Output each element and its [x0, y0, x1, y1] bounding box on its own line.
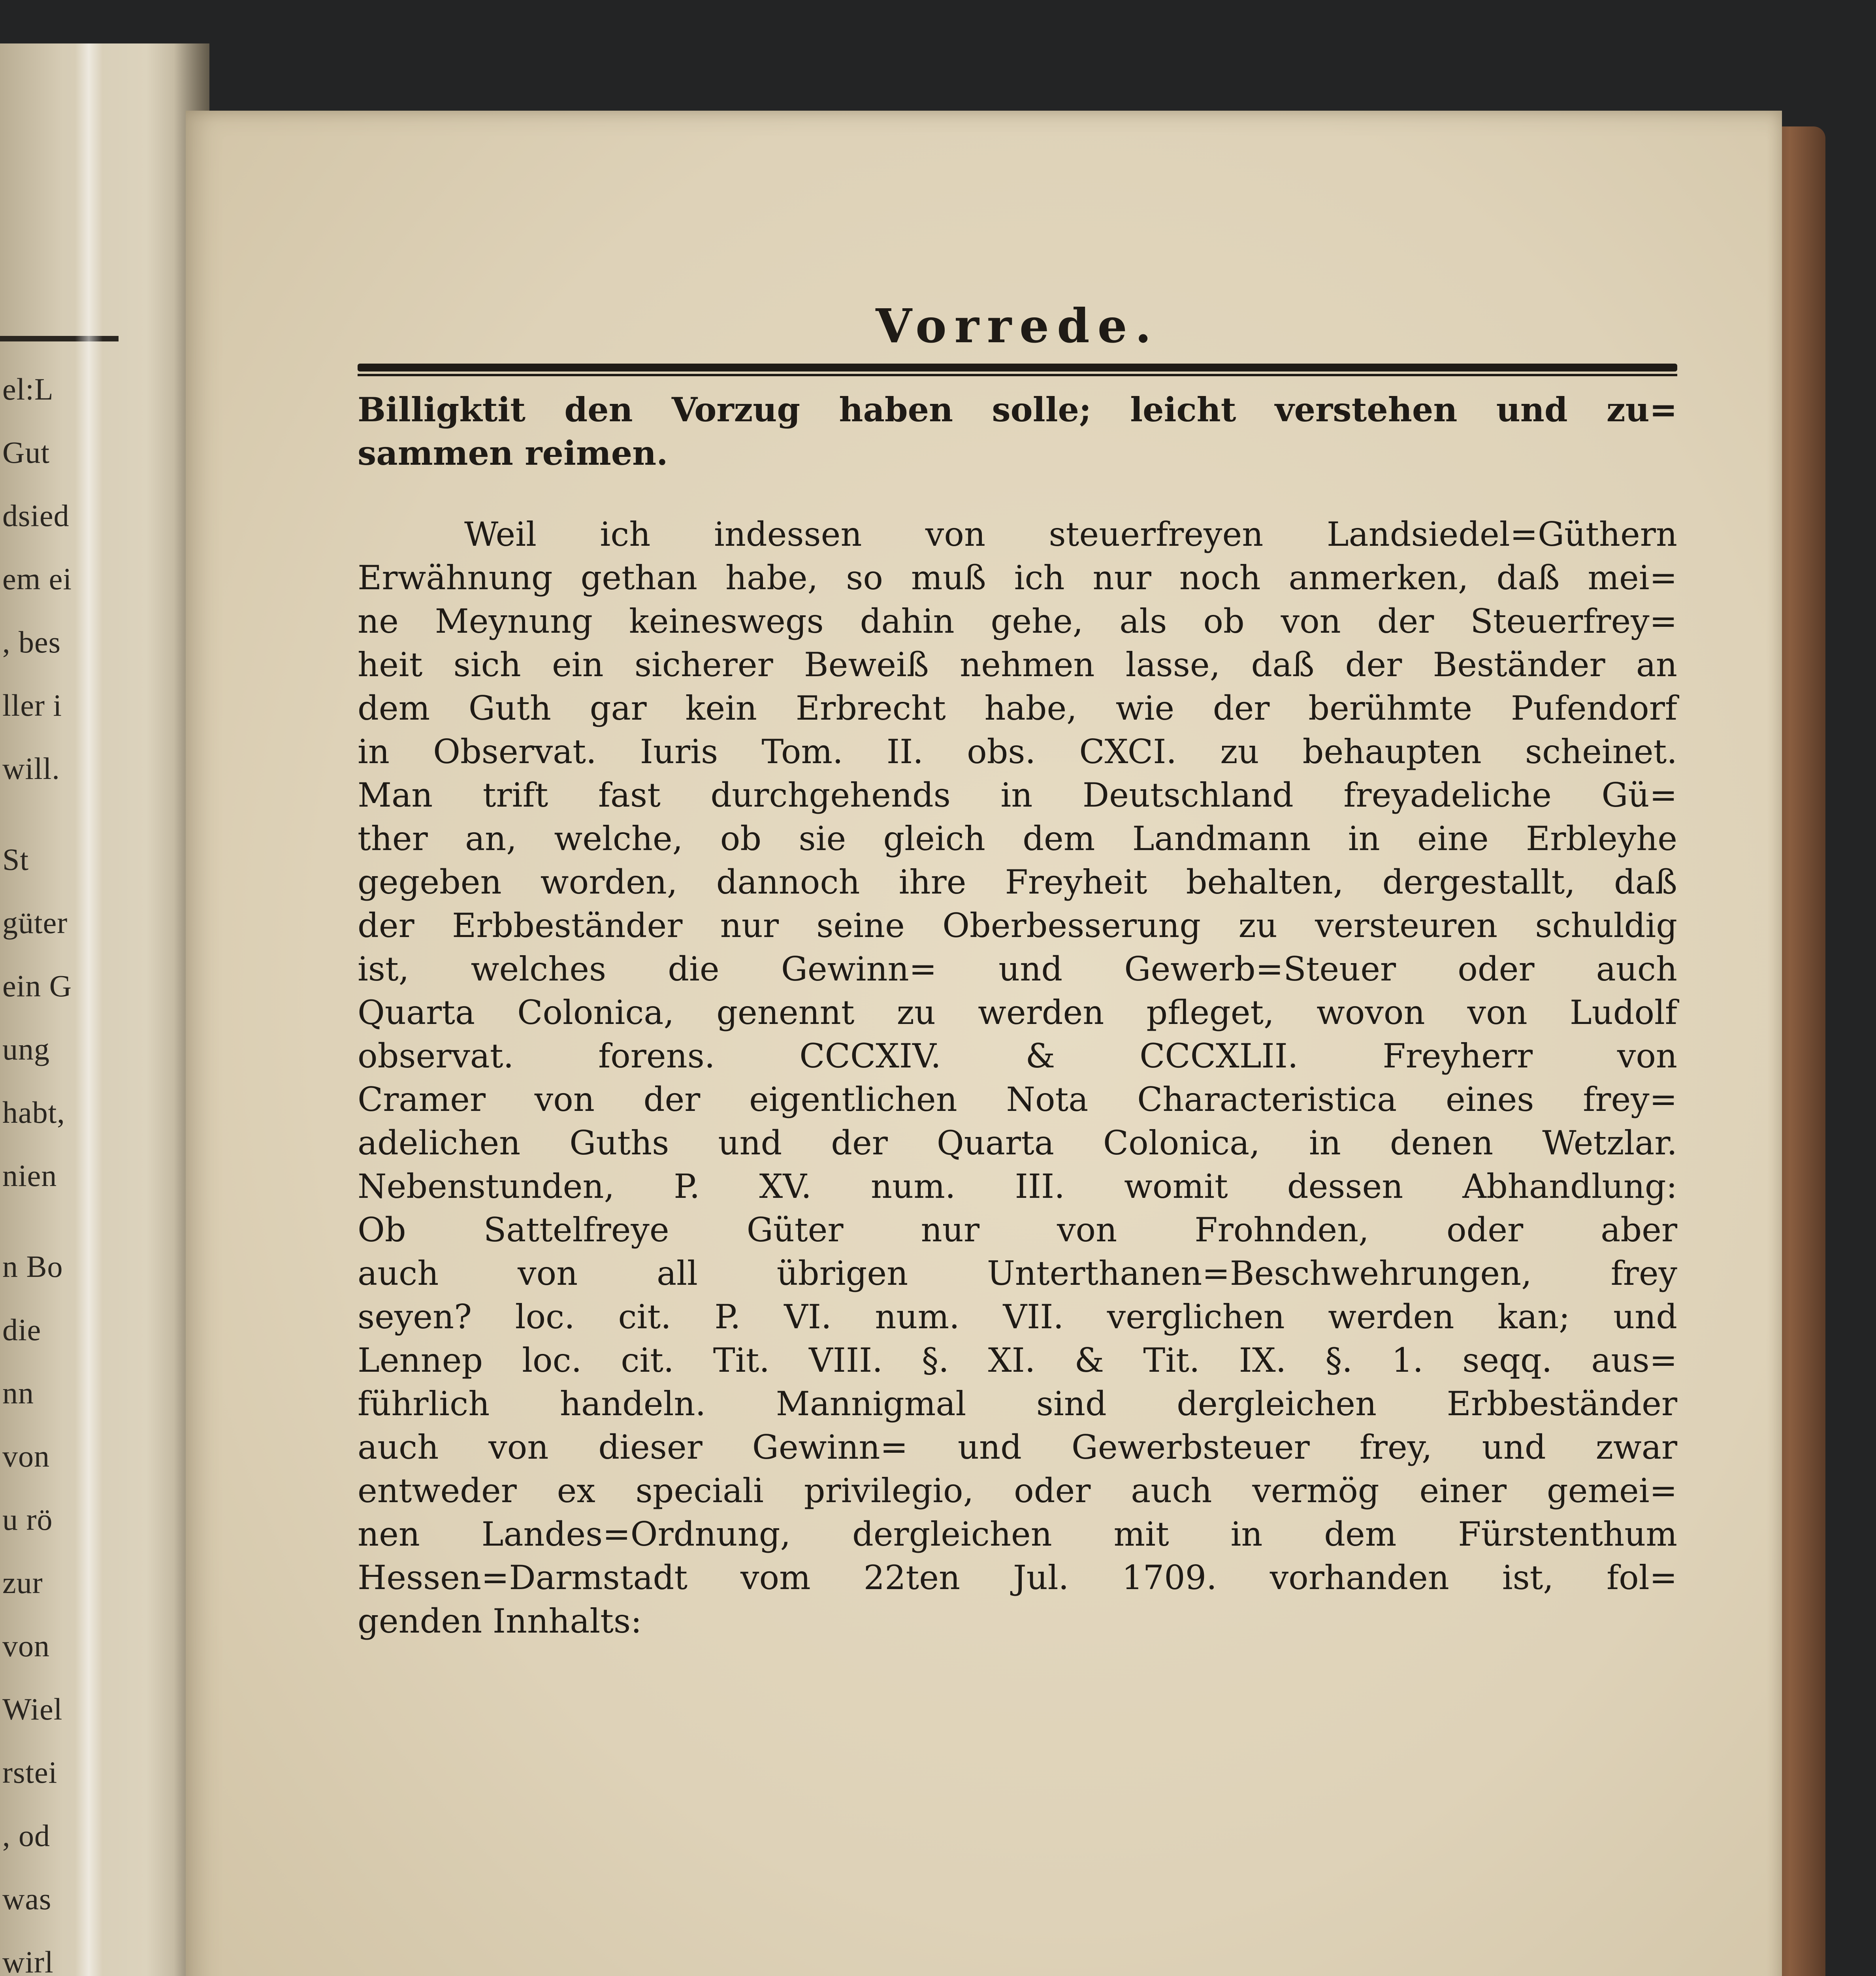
text-line: ist, welches die Gewinn= und Gewerb=Steuer oder auch — [358, 950, 1677, 988]
facing-page-fragment: ein G — [2, 969, 72, 1003]
continuation-paragraph — [358, 388, 1677, 475]
text-line: Billigktit den Vorzug haben solle; leicht verstehen und zu= — [358, 390, 1677, 429]
text-line: gegeben worden, dannoch ihre Freyheit behalten, dergestallt, daß — [358, 863, 1677, 901]
text-line: Hessen=Darmstadt vom 22ten Jul. 1709. vorhanden ist, fol= — [358, 1558, 1677, 1597]
gutter-highlight — [75, 43, 103, 1976]
facing-page — [0, 43, 209, 1976]
facing-page-fragment: el:L — [2, 372, 54, 406]
text-line: Ob Sattelfreye Güter nur von Frohnden, oder aber — [358, 1210, 1677, 1249]
facing-page-fragment: habt, — [2, 1095, 65, 1129]
text-line: genden Innhalts: — [358, 1602, 642, 1640]
facing-page-fragment: ller i — [2, 688, 62, 722]
facing-page-fragment: Wiel — [2, 1692, 63, 1726]
text-line: Lennep loc. cit. Tit. VIII. §. XI. & Tit. IX. §. 1. seqq. aus= — [358, 1341, 1677, 1380]
facing-page-fragment: von — [2, 1629, 50, 1663]
running-head: Vorrede. — [876, 298, 1159, 353]
main-paragraph — [358, 513, 1677, 1643]
facing-page-fragment: dsied — [2, 498, 70, 533]
body-text — [358, 388, 1677, 1643]
facing-page-fragment: rstei — [2, 1755, 58, 1789]
facing-page-fragment: zur — [2, 1565, 43, 1600]
facing-page-fragment: von — [2, 1439, 50, 1473]
facing-page-fragment: ung — [2, 1032, 50, 1066]
text-line: dem Guth gar kein Erbrecht habe, wie der berühmte Pufendorf — [358, 689, 1677, 728]
facing-page-fragment: St — [2, 842, 29, 877]
head-rule — [358, 364, 1677, 371]
text-line: in Observat. Iuris Tom. II. obs. CXCI. zu behaupten scheinet. — [358, 732, 1677, 771]
text-line: der Erbbeständer nur seine Oberbesserung zu versteuren schuldig — [358, 906, 1677, 945]
facing-page-fragment: nien — [2, 1158, 57, 1193]
facing-page-fragment: güter — [2, 905, 68, 940]
text-line: nen Landes=Ordnung, dergleichen mit in dem Fürstenthum — [358, 1515, 1677, 1554]
text-line: ther an, welche, ob sie gleich dem Landmann in eine Erbleyhe — [358, 819, 1677, 858]
facing-page-fragment: die — [2, 1312, 41, 1347]
page-content — [358, 296, 1677, 1643]
text-line: auch von all übrigen Unterthanen=Beschwehrungen, frey — [358, 1254, 1677, 1293]
text-line: entweder ex speciali privilegio, oder auch vermög einer gemei= — [358, 1471, 1677, 1510]
facing-page-fragment: nn — [2, 1376, 34, 1410]
text-line: Cramer von der eigentlichen Nota Characteristica eines frey= — [358, 1080, 1677, 1119]
text-line: ne Meynung keineswegs dahin gehe, als ob von der Steuerfrey= — [358, 602, 1677, 641]
facing-page-fragment: Gut — [2, 435, 50, 469]
text-line: sammen reimen. — [358, 434, 668, 473]
book-page — [186, 111, 1782, 1976]
text-line: Man trift fast durchgehends in Deutschland freyadeliche Gü= — [358, 776, 1677, 815]
facing-page-fragment: em ei — [2, 562, 72, 596]
head-rule-thin — [358, 374, 1677, 376]
text-line: auch von dieser Gewinn= und Gewerbsteuer frey, und zwar — [358, 1428, 1677, 1467]
text-line: seyen? loc. cit. P. VI. num. VII. verglichen werden kan; und — [358, 1297, 1677, 1336]
text-line: observat. forens. CCCXIV. & CCCXLII. Freyherr von — [358, 1037, 1677, 1075]
text-line: heit sich ein sicherer Beweiß nehmen lasse, daß der Beständer an — [358, 645, 1677, 684]
text-line: Quarta Colonica, genennt zu werden pfleget, wovon von Ludolf — [358, 993, 1677, 1032]
facing-page-fragment: will. — [2, 751, 60, 786]
text-line: adelichen Guths und der Quarta Colonica, in denen Wetzlar. — [358, 1124, 1677, 1162]
facing-page-fragment: n Bo — [2, 1249, 63, 1284]
facing-page-fragment: , bes — [2, 625, 61, 659]
text-line: Weil ich indessen von steuerfreyen Landsiedel=Güthern — [464, 515, 1677, 554]
facing-page-fragment: u rö — [2, 1502, 53, 1537]
facing-page-fragment: wirl — [2, 1945, 54, 1976]
text-line: Nebenstunden, P. XV. num. III. womit dessen Abhandlung: — [358, 1167, 1677, 1206]
text-line: Erwähnung gethan habe, so muß ich nur noch anmerken, daß mei= — [358, 558, 1677, 597]
facing-page-fragment: was — [2, 1882, 52, 1916]
facing-page-fragment: , od — [2, 1818, 50, 1853]
text-line: führlich handeln. Mannigmal sind dergleichen Erbbeständer — [358, 1384, 1677, 1423]
